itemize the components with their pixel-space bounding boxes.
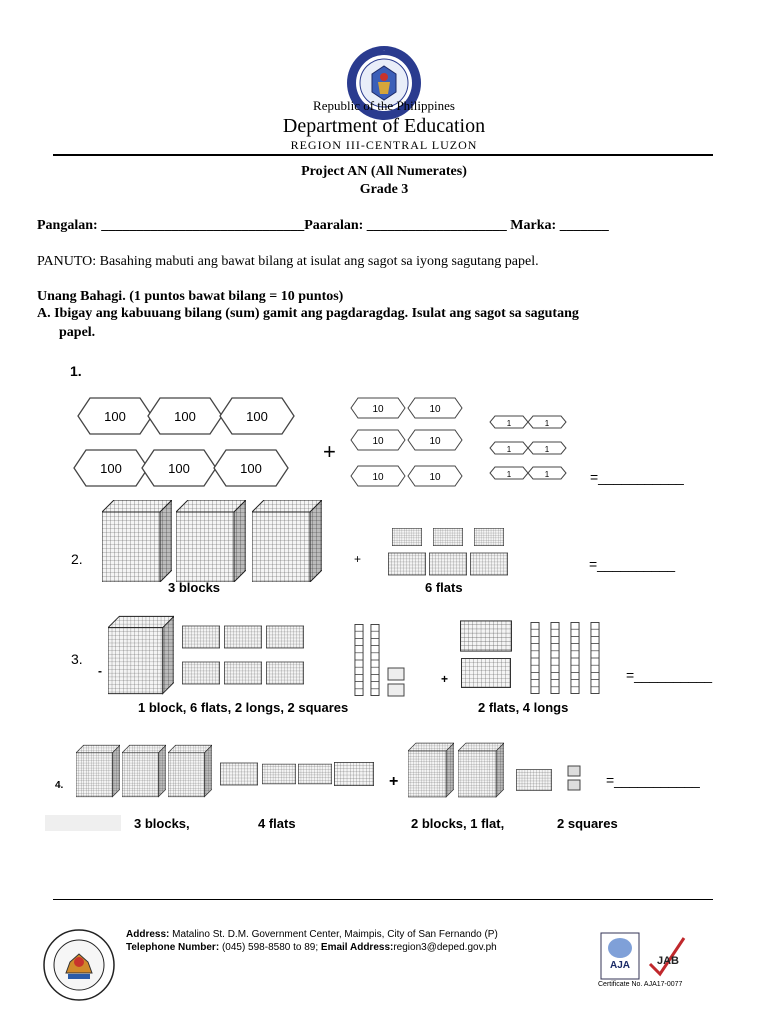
- ten-label-3: 10: [372, 436, 384, 447]
- q4-number: 4.: [55, 780, 64, 791]
- one-label-2: 1: [544, 419, 550, 428]
- aja-logo-icon: [600, 932, 640, 980]
- hundred-label-2: 100: [174, 409, 196, 424]
- q4-caption-3: 2 blocks, 1 flat,: [411, 816, 505, 831]
- jab-text: JAB: [656, 955, 680, 967]
- contact-line: [126, 942, 497, 953]
- q4-caption-2: 4 flats: [258, 816, 296, 831]
- one-hex-1: [490, 416, 528, 428]
- certificate-number: Certificate No. AJA17-0077: [598, 981, 683, 988]
- q2-number: 2.: [71, 551, 83, 567]
- one-hex-3: [490, 442, 528, 454]
- hundred-label-1: 100: [104, 409, 126, 424]
- tens-group: [351, 398, 462, 486]
- one-hex-5: [490, 467, 528, 479]
- name-label: Pangalan:: [37, 218, 102, 233]
- ten-hex-6: [408, 466, 462, 486]
- q2-caption-right: 6 flats: [425, 580, 463, 595]
- redaction-box: [45, 815, 121, 831]
- address-value: Matalino St. D.M. Government Center, Maimpis, City of San Fernando (P): [172, 929, 498, 940]
- ten-hex-3: [351, 430, 405, 450]
- project-title: Project AN (All Numerates): [301, 164, 467, 179]
- region-line: REGION III-CENTRAL LUZON: [290, 138, 478, 152]
- one-label-3: 1: [506, 445, 512, 454]
- hundred-hex-6: [214, 450, 288, 486]
- q1-figure: [70, 392, 720, 502]
- q3-caption-left: 1 block, 6 flats, 2 longs, 2 squares: [138, 700, 349, 715]
- q2-blocks: [102, 500, 322, 582]
- q4-caption-4: 2 squares: [557, 816, 618, 831]
- deped-footer-seal-icon: [42, 928, 116, 1002]
- hundred-hex-5: [142, 450, 216, 486]
- hundreds-group: [74, 398, 294, 486]
- one-label-4: 1: [544, 445, 550, 454]
- one-hex-4: [528, 442, 566, 454]
- q4-plus: +: [389, 773, 399, 790]
- hundred-label-6: 100: [240, 461, 262, 476]
- republic-line: Republic of the Philippines: [313, 98, 455, 113]
- one-label-5: 1: [506, 470, 512, 479]
- q3-caption-right: 2 flats, 4 longs: [478, 700, 569, 715]
- q2-caption-left: 3 blocks: [168, 580, 221, 595]
- address-label: Address:: [126, 929, 173, 940]
- one-hex-6: [528, 467, 566, 479]
- section-heading: Unang Bahagi. (1 puntos bawat bilang = 10 puntos): [37, 289, 344, 304]
- one-label-1: 1: [506, 419, 512, 428]
- jab-logo-icon: [644, 934, 688, 978]
- q3-answer-field[interactable]: =__________: [626, 667, 713, 683]
- school-label: Paaralan:: [304, 218, 367, 233]
- hundred-hex-2: [148, 398, 222, 434]
- department-title: Department of Education: [282, 115, 486, 137]
- q3-minus: -: [98, 664, 102, 678]
- address-line: [126, 929, 498, 940]
- q2-block-3: [252, 500, 322, 582]
- one-hex-2: [528, 416, 566, 428]
- q3-left-figure: [108, 614, 408, 700]
- footer-divider: [53, 899, 713, 900]
- ten-label-6: 10: [429, 472, 441, 483]
- hundred-hex-4: [74, 450, 148, 486]
- q4-caption-1: 3 blocks,: [134, 816, 190, 831]
- q1-plus: +: [323, 439, 336, 464]
- ten-hex-2: [408, 398, 462, 418]
- ten-hex-1: [351, 398, 405, 418]
- score-field[interactable]: _______: [559, 218, 609, 233]
- q4-answer-field[interactable]: =___________: [606, 772, 700, 788]
- panuto-text: PANUTO: Basahing mabuti ang bawat bilang at isulat ang sagot sa iyong sagutang papel.: [37, 254, 539, 269]
- q1-answer-field[interactable]: =___________: [590, 469, 684, 485]
- svg-text:·: ·: [383, 48, 385, 53]
- aja-text: AJA: [609, 960, 631, 971]
- q2-block-2: [176, 500, 246, 582]
- header-divider: [53, 154, 713, 156]
- q2-block-1: [102, 500, 172, 582]
- name-field[interactable]: _____________________________: [101, 218, 305, 233]
- fields-row: [37, 218, 609, 234]
- q3-number: 3.: [71, 651, 83, 667]
- ones-group: [490, 416, 566, 479]
- ten-hex-4: [408, 430, 462, 450]
- q3-plus: +: [441, 672, 449, 686]
- ten-hex-5: [351, 466, 405, 486]
- hundred-hex-3: [220, 398, 294, 434]
- q4-right-figure: [408, 736, 588, 806]
- email-label: Email Address:: [320, 942, 394, 953]
- ten-label-1: 10: [372, 404, 384, 415]
- hundred-label-5: 100: [168, 461, 190, 476]
- school-field[interactable]: ____________________: [366, 218, 507, 233]
- score-label: Marka:: [510, 218, 560, 233]
- instruction-line-1: A. Ibigay ang kabuuang bilang (sum) gamit ang pagdaragdag. Isulat ang sagot sa sagutang: [37, 306, 579, 321]
- one-label-6: 1: [544, 470, 550, 479]
- q4-left-figure: [76, 732, 376, 812]
- q1-number: 1.: [70, 363, 82, 379]
- q2-flats: [388, 528, 512, 580]
- ten-label-2: 10: [429, 404, 441, 415]
- hundred-label-4: 100: [100, 461, 122, 476]
- instruction-line-2: papel.: [59, 325, 96, 340]
- phone-label: Telephone Number:: [126, 942, 222, 953]
- ten-label-5: 10: [372, 472, 384, 483]
- hundred-label-3: 100: [246, 409, 268, 424]
- grade-title: Grade 3: [359, 182, 409, 197]
- q2-plus: +: [354, 552, 362, 566]
- email-value[interactable]: region3@deped.gov.ph: [393, 942, 497, 953]
- ten-label-4: 10: [429, 436, 441, 447]
- q3-block: [108, 616, 174, 693]
- q2-answer-field[interactable]: =__________: [589, 556, 676, 572]
- hundred-hex-1: [78, 398, 152, 434]
- q3-right-figure: [460, 618, 610, 698]
- phone-value: (045) 598-8580 to 89;: [221, 942, 321, 953]
